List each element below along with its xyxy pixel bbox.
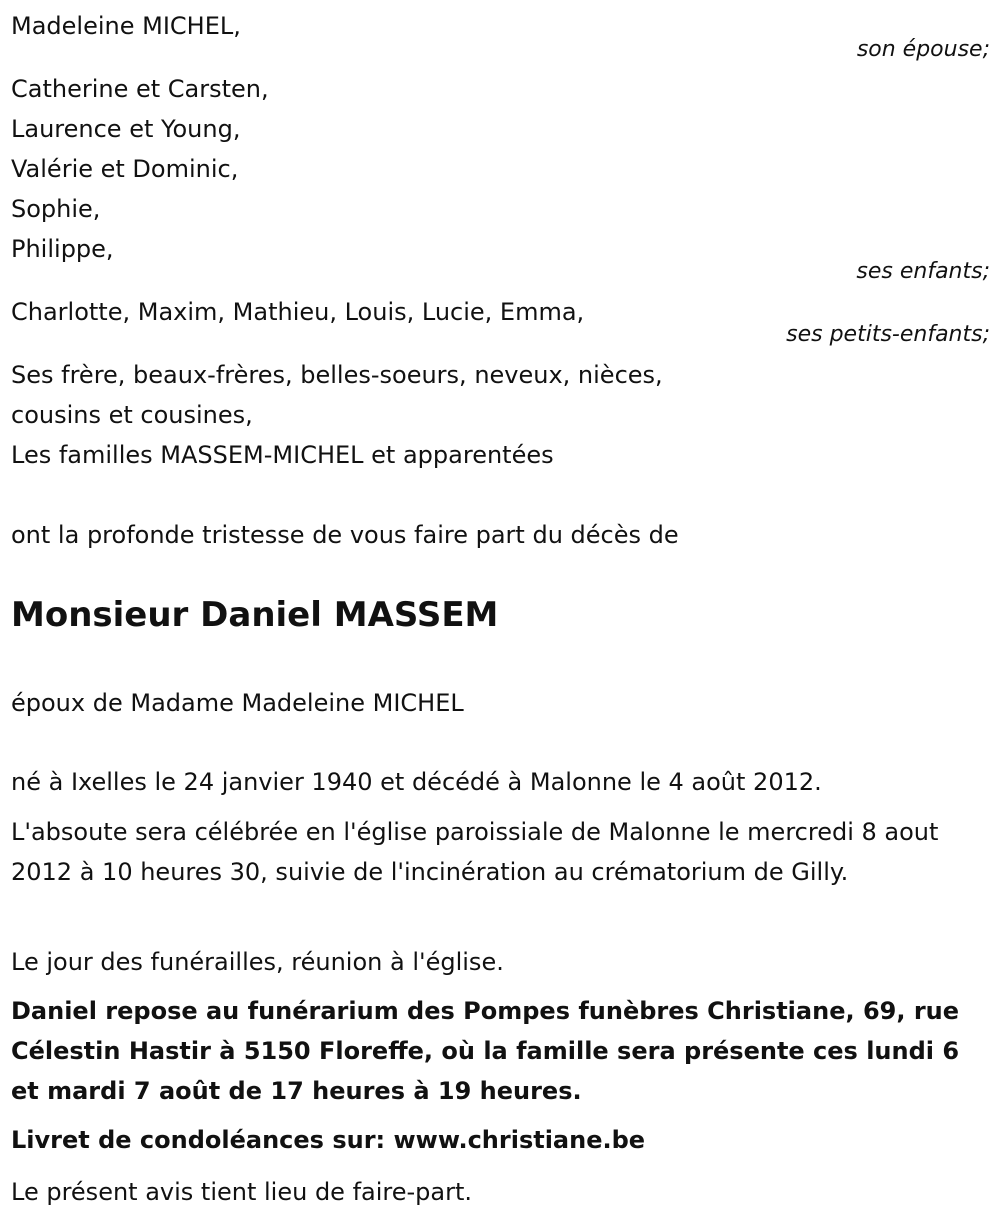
birth-death-text: né à Ixelles le 24 janvier 1940 et décédé à Malonne le 4 août 2012.: [11, 768, 822, 796]
children-role: ses enfants;: [856, 259, 990, 284]
funeral-home-text: Daniel repose au funérarium des Pompes funèbres Christiane, 69, rue Célestin Hastir à 5150 Floreffe, où la famille sera présente ces lundi 6 et mardi 7 août de 17 heures à 19 heures.: [11, 997, 960, 1105]
relatives-line: cousins et cousines,: [11, 401, 253, 429]
child-name: Sophie,: [11, 195, 101, 223]
child-name: Laurence et Young,: [11, 115, 241, 143]
relatives-line: Ses frère, beaux-frères, belles-soeurs, neveux, nièces,: [11, 361, 663, 389]
child-name: Philippe,: [11, 235, 114, 263]
deceased-spouse-line: époux de Madame Madeleine MICHEL: [11, 689, 464, 717]
spouse-role: son épouse;: [856, 37, 990, 62]
spouse-name: Madeleine MICHEL,: [11, 12, 241, 40]
grandchildren-names: Charlotte, Maxim, Mathieu, Louis, Lucie, Emma,: [11, 298, 585, 326]
announcement-text: ont la profonde tristesse de vous faire part du décès de: [11, 521, 679, 549]
condolences-text: Livret de condoléances sur: www.christiane.be: [11, 1126, 646, 1154]
grandchildren-role: ses petits-enfants;: [786, 322, 990, 347]
child-name: Catherine et Carsten,: [11, 75, 269, 103]
meeting-text: Le jour des funérailles, réunion à l'église.: [11, 948, 504, 976]
relatives-line: Les familles MASSEM-MICHEL et apparentées: [11, 441, 554, 469]
deceased-name: Monsieur Daniel MASSEM: [11, 595, 499, 635]
closing-text: Le présent avis tient lieu de faire-part.: [11, 1178, 473, 1206]
ceremony-text: L'absoute sera célébrée en l'église paroissiale de Malonne le mercredi 8 aout 2012 à 10 heures 30, suivie de l'incinération au crématorium de Gilly.: [11, 818, 939, 886]
child-name: Valérie et Dominic,: [11, 155, 239, 183]
